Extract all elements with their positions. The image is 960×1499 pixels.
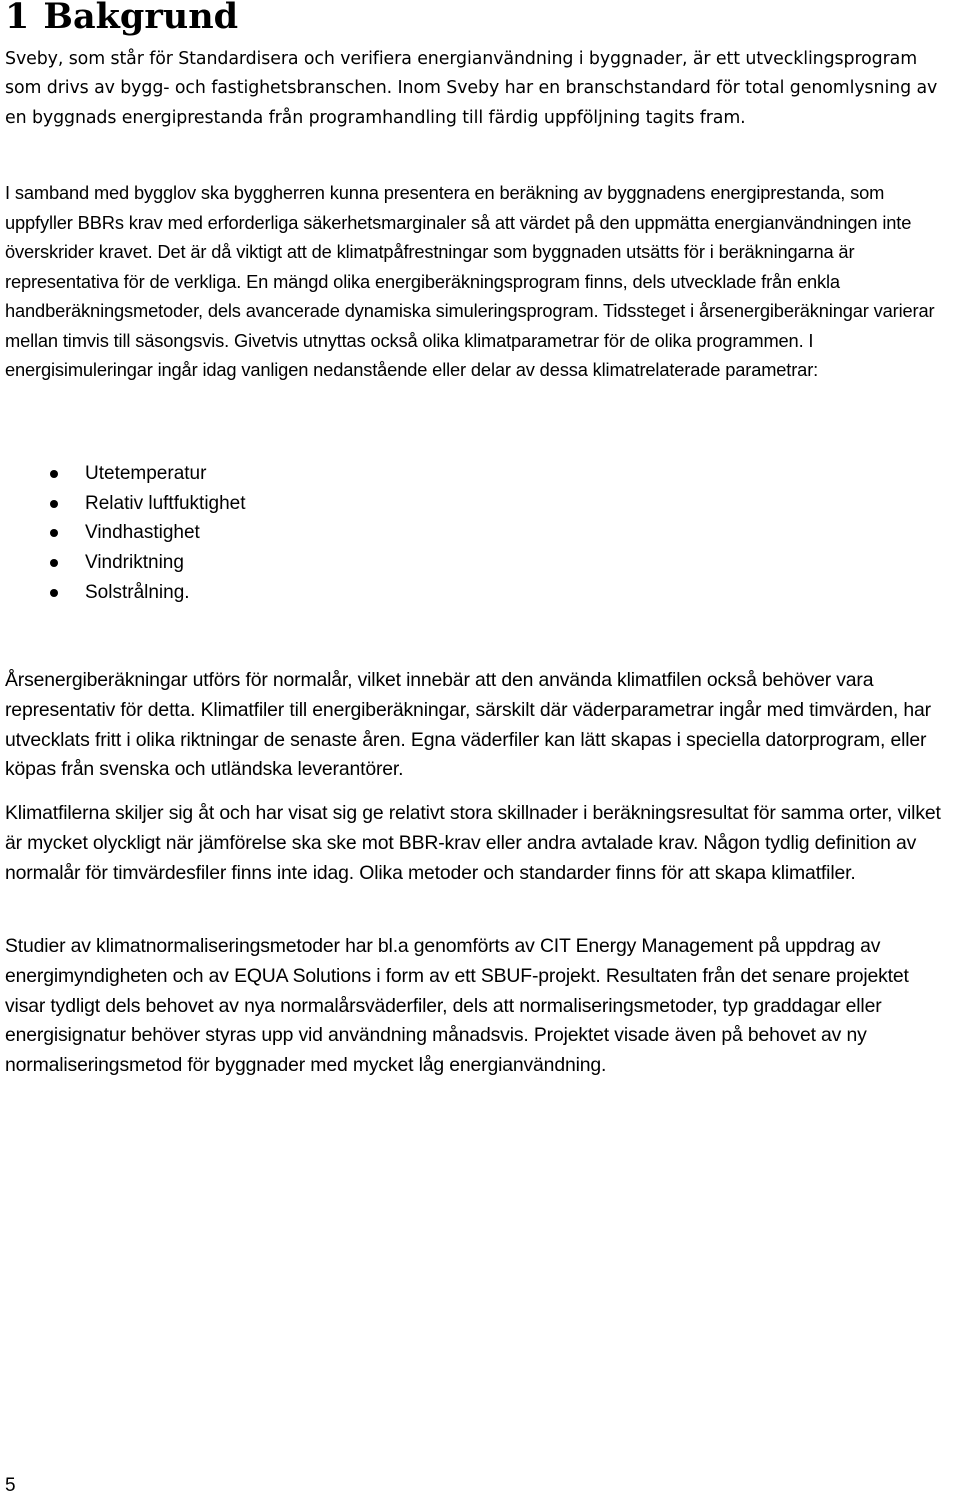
list-item xyxy=(5,518,246,548)
bullet-icon xyxy=(50,589,58,597)
list-item-label: Relativ luftfuktighet xyxy=(85,492,246,514)
section-title: Bakgrund xyxy=(43,0,239,37)
climate-parameter-list xyxy=(5,459,246,608)
paragraph-studies: Studier av klimatnormaliseringsmetoder har bl.a genomförts av CIT Energy Management på uppdrag av energimyndigheten och av EQUA Solutions i form av ett SBUF-projekt. Resultaten från det senare projektet visar tydligt dels behovet av nya normalårsväderfiler, dels att normaliseringsmetoder, typ graddagar eller energisignatur behöver styras upp vid användning månadsvis. Projektet visade även på behovet av ny normaliseringsmetod för byggnader med mycket låg energianvändning. xyxy=(5,935,909,1077)
document-page xyxy=(5,0,955,1499)
paragraph-normal-year: Årsenergiberäkningar utförs för normalår, vilket innebär att den använda klimatfilen också behöver vara representativ för detta. Klimatfiler till energiberäkningar, särskilt där väderparametrar ingår med timvärden, har utvecklats fritt i olika riktningar de senaste åren. Egna väderfiler kan lätt skapas i speciella datorprogram, eller köpas från svenska och utländska leverantörer. xyxy=(5,669,931,781)
list-item-label: Solstrålning. xyxy=(85,581,190,603)
section-number: 1 xyxy=(5,0,30,37)
bullet-icon xyxy=(50,559,58,567)
bullet-icon xyxy=(50,470,58,478)
list-item xyxy=(5,489,246,519)
paragraph-intro: Sveby, som står för Standardisera och verifiera energianvändning i byggnader, är ett utvecklingsprogram som drivs av bygg- och fastighetsbranschen. Inom Sveby har en branschstandard för total genomlysning av en byggnads energiprestanda från programhandling till färdig uppföljning tagits fram. xyxy=(5,49,938,128)
list-item xyxy=(5,548,246,578)
bullet-icon xyxy=(50,500,58,508)
paragraph-climate-files: Klimatfilerna skiljer sig åt och har visat sig ge relativt stora skillnader i beräkningsresultat för samma orter, vilket är mycket olyckligt när jämförelse ska ske mot BBR-krav eller andra avtalade krav. Någon tydlig definition av normalår för timvärdesfiler finns inte idag. Olika metoder och standarder finns för att skapa klimatfiler. xyxy=(5,802,941,884)
list-item xyxy=(5,459,246,489)
paragraph-building-permit: I samband med bygglov ska byggherren kunna presentera en beräkning av byggnadens energiprestanda, som uppfyller BBRs krav med erforderliga säkerhetsmarginaler så att värdet på den uppmätta energianvändningen inte överskrider kravet. Det är då viktigt att de klimatpåfrestningar som byggnaden utsätts för i beräkningarna är representativa för de verkliga. En mängd olika energiberäkningsprogram finns, dels utvecklade från enkla handberäkningsmetoder, dels avancerade dynamiska simuleringsprogram. Tidssteget i årsenergiberäkningar varierar mellan timvis till säsongsvis. Givetvis utnyttas också olika klimatparametrar för de olika programmen. I energisimuleringar ingår idag vanligen nedanstående eller delar av dessa klimatrelaterade parametrar: xyxy=(5,182,935,380)
list-item-label: Vindriktning xyxy=(85,552,184,574)
list-item-label: Utetemperatur xyxy=(85,463,207,484)
section-heading xyxy=(5,0,238,42)
list-item-label: Vindhastighet xyxy=(85,522,200,544)
list-item xyxy=(5,578,246,608)
bullet-icon xyxy=(50,529,58,537)
page-number: 5 xyxy=(5,1475,16,1496)
